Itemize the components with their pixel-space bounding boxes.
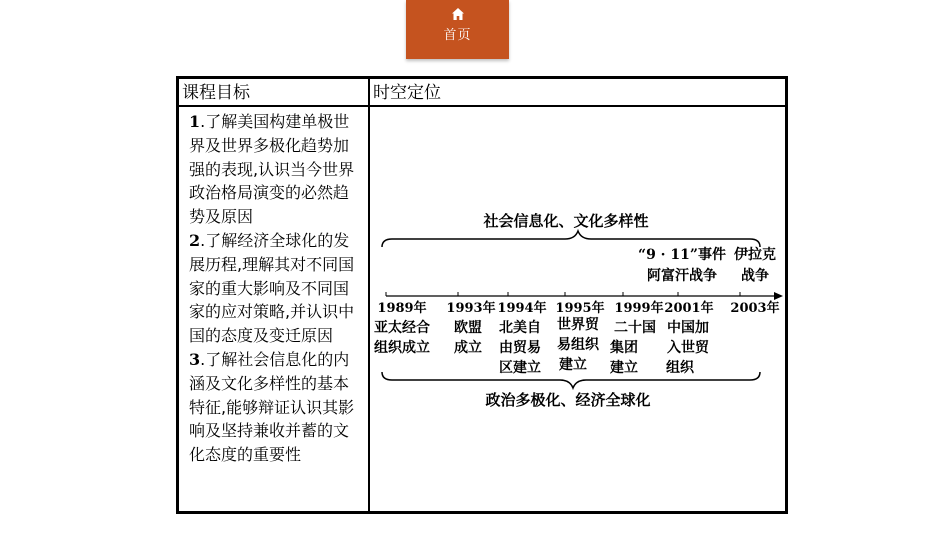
goals-column: [179, 107, 370, 511]
event-below: 由贸易: [499, 340, 541, 356]
event-below: 入世贸: [667, 340, 709, 356]
year-label: 2003年: [730, 301, 780, 316]
event-below: 组织成立: [374, 340, 430, 356]
bottom-brace-label: 政治多极化、经济全球化: [485, 391, 651, 409]
event-below: 区建立: [499, 360, 541, 376]
goal-number: 1: [189, 112, 201, 131]
home-button[interactable]: [406, 0, 509, 59]
axis-arrow-icon: [774, 292, 783, 300]
goal-text: .了解社会信息化的内涵及文化多样性的基本特征,能够辩证认识其影响及坚持兼收并蓄的文化态度的重要性: [189, 349, 355, 465]
event-below: 亚太经合: [374, 320, 430, 336]
event-below: 易组织: [557, 337, 599, 353]
home-label: 首页: [443, 28, 472, 43]
timeline-diagram: [370, 107, 785, 512]
year-label: 1995年: [555, 301, 605, 316]
goal-item: [189, 110, 362, 229]
timeline-column: [370, 107, 785, 511]
header-time-space: 时空定位: [370, 79, 785, 107]
goal-text: .了解美国构建单极世界及世界多极化趋势加强的表现,认识当今世界政治格局演变的必然趋势及原因: [189, 112, 355, 227]
goal-number: 2: [189, 230, 201, 250]
house-icon: [452, 8, 464, 20]
year-label: 1993年: [446, 301, 496, 316]
event-below: 欧盟: [454, 320, 482, 336]
header-course-goals: 课程目标: [179, 79, 370, 107]
year-label: 1994年: [497, 301, 547, 316]
goal-item: [189, 229, 362, 348]
year-label: 1999年: [614, 301, 664, 316]
event-below: 中国加: [667, 320, 709, 336]
event-below: 组织: [666, 360, 694, 376]
event-below: 建立: [610, 360, 638, 376]
year-label: 1989年: [377, 301, 427, 316]
goal-number: 3: [189, 349, 201, 369]
event-below: 集团: [610, 340, 638, 356]
event-above-iraq: 伊拉克: [734, 247, 776, 263]
event-above-911: “9 · 11”事件: [638, 247, 726, 263]
event-below: 二十国: [614, 320, 656, 336]
goal-text: .了解经济全球化的发展历程,理解其对不同国家的重大影响及不同国家的应对策略,并认识中国的态度及变迁原因: [189, 230, 355, 346]
year-label: 2001年: [664, 301, 714, 316]
goal-item: [189, 348, 362, 467]
course-table: [176, 76, 788, 514]
event-below: 北美自: [499, 320, 541, 336]
top-brace-label: 社会信息化、文化多样性: [483, 212, 649, 230]
event-below: 世界贸: [557, 317, 599, 333]
event-below: 成立: [454, 340, 482, 356]
event-above-iraq-2: 战争: [741, 268, 769, 284]
event-below: 建立: [559, 357, 587, 373]
bottom-brace: [382, 372, 760, 388]
event-above-afghan: 阿富汗战争: [647, 268, 717, 284]
top-brace: [382, 231, 760, 247]
